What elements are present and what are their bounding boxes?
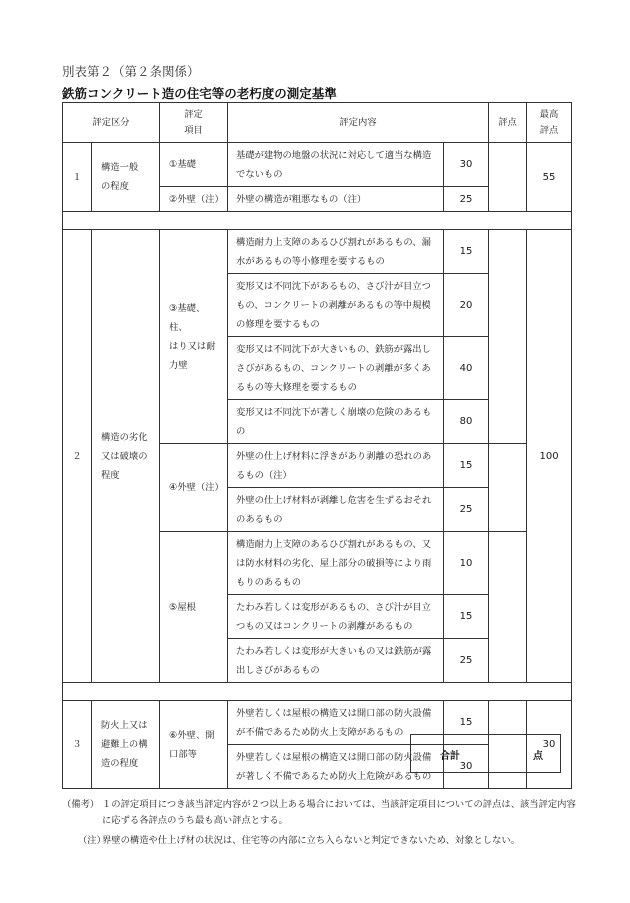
criteria-points: 10 [444, 532, 489, 595]
criteria-points: 40 [444, 337, 489, 400]
criteria-points: 25 [444, 488, 489, 532]
total-label: 合計 [440, 751, 460, 762]
criteria-text: たわみ若しくは変形があるもの、さび汁が目立つもの又はコンクリートの剥離があるもの [228, 595, 444, 639]
item-name: ⑤屋根 [160, 532, 228, 683]
header-score: 評点 [489, 103, 527, 143]
item-name: ⑥外壁、開 口部等 [160, 701, 228, 789]
table-gap-row [63, 683, 572, 701]
criteria-points: 15 [444, 595, 489, 639]
criteria-text: 外壁の構造が粗悪なもの（注） [228, 187, 444, 212]
category-number: ３ [63, 701, 92, 789]
note-footnote-text: 界壁の構造や仕上げ材の状況は、住宅等の内部に立ち入らないと判定できないため、対象としない。 [102, 835, 520, 846]
category-name: 構造一般 の程度 [92, 143, 160, 212]
criteria-text: たわみ若しくは変形が大きいもの又は鉄筋が露出しさびがあるもの [228, 639, 444, 683]
criteria-points: 30 [444, 745, 489, 789]
item-name: ③基礎、柱、 はり又は耐 力壁 [160, 230, 228, 444]
criteria-text: 外壁若しくは屋根の構造又は開口部の防火設備が著しく不備であるため防火上危険があるもの [228, 745, 444, 789]
category-name: 構造の劣化 又は破壊の 程度 [92, 230, 160, 683]
max-score: 55 [527, 143, 572, 212]
header-max-score: 最高 評点 [527, 103, 572, 143]
max-score: 100 [527, 230, 572, 683]
criteria-text: 変形又は不同沈下が大きいもの、鉄筋が露出しさびがあるもの、コンクリートの剥離が多くあるもの等大修理を要するもの [228, 337, 444, 400]
criteria-text: 外壁の仕上げ材料に浮きがあり剥離の恐れのあるもの（注） [228, 444, 444, 488]
score-input-cell[interactable] [489, 444, 527, 532]
note-remarks-text: １の評定項目につき該当評定内容が２つ以上ある場合においては、当該評定項目についての評点は、該当評定内容に応ずる各評点のうち最も高い評点とする。 [102, 799, 576, 826]
criteria-points: 25 [444, 187, 489, 212]
header-item: 評定 項目 [160, 103, 228, 143]
criteria-text: 外壁若しくは屋根の構造又は開口部の防火設備が不備であるため防火上支障があるもの [228, 701, 444, 745]
gap-cell [63, 212, 572, 230]
table-row [63, 143, 572, 187]
criteria-text: 構造耐力上支障のあるひび割れがあるもの、漏水があるもの等小修理を要するもの [228, 230, 444, 274]
score-input-cell[interactable] [489, 230, 527, 444]
score-input-cell[interactable] [489, 143, 527, 212]
note-footnote-label: （注） [78, 835, 106, 846]
score-input-cell[interactable] [489, 532, 527, 683]
document-title: 鉄筋コンクリート造の住宅等の老朽度の測定基準 [62, 86, 337, 101]
table-gap-row [63, 212, 572, 230]
criteria-text: 変形又は不同沈下が著しく崩壊の危険のあるもの [228, 400, 444, 444]
note-remarks-label: （備考） [62, 799, 100, 810]
criteria-points: 15 [444, 444, 489, 488]
criteria-points: 80 [444, 400, 489, 444]
gap-cell [63, 683, 572, 701]
criteria-text: 基礎が建物の地盤の状況に対応して適当な構造でないもの [228, 143, 444, 187]
item-name: ①基礎 [160, 143, 228, 187]
table-header-row [63, 103, 572, 143]
criteria-points: 25 [444, 639, 489, 683]
category-name: 防火上又は 避難上の構 造の程度 [92, 701, 160, 789]
header-category: 評定区分 [63, 103, 160, 143]
max-score: 30 [527, 701, 572, 789]
criteria-points: 20 [444, 274, 489, 337]
item-name: ②外壁（注） [160, 187, 228, 212]
criteria-text: 変形又は不同沈下があるもの、さび汁が目立つもの、コンクリートの剥離があるもの等中規模の修理を要するもの [228, 274, 444, 337]
total-unit: 点 [533, 751, 543, 762]
criteria-text: 構造耐力上支障のあるひび割れがあるもの、又は防水材料の劣化、屋上部分の破損等により雨もりのあるもの [228, 532, 444, 595]
table-row [63, 230, 572, 274]
criteria-points: 15 [444, 701, 489, 745]
criteria-points: 30 [444, 143, 489, 187]
category-number: ２ [63, 230, 92, 683]
total-box[interactable] [410, 734, 561, 773]
criteria-text: 外壁の仕上げ材料が剥離し危害を生ずるおそれのあるもの [228, 488, 444, 532]
appendix-heading: 別表第２（第２条関係） [62, 64, 200, 79]
criteria-points: 15 [444, 230, 489, 274]
item-name: ④外壁（注） [160, 444, 228, 532]
category-number: １ [63, 143, 92, 212]
assessment-table [62, 102, 572, 789]
header-content: 評定内容 [228, 103, 489, 143]
